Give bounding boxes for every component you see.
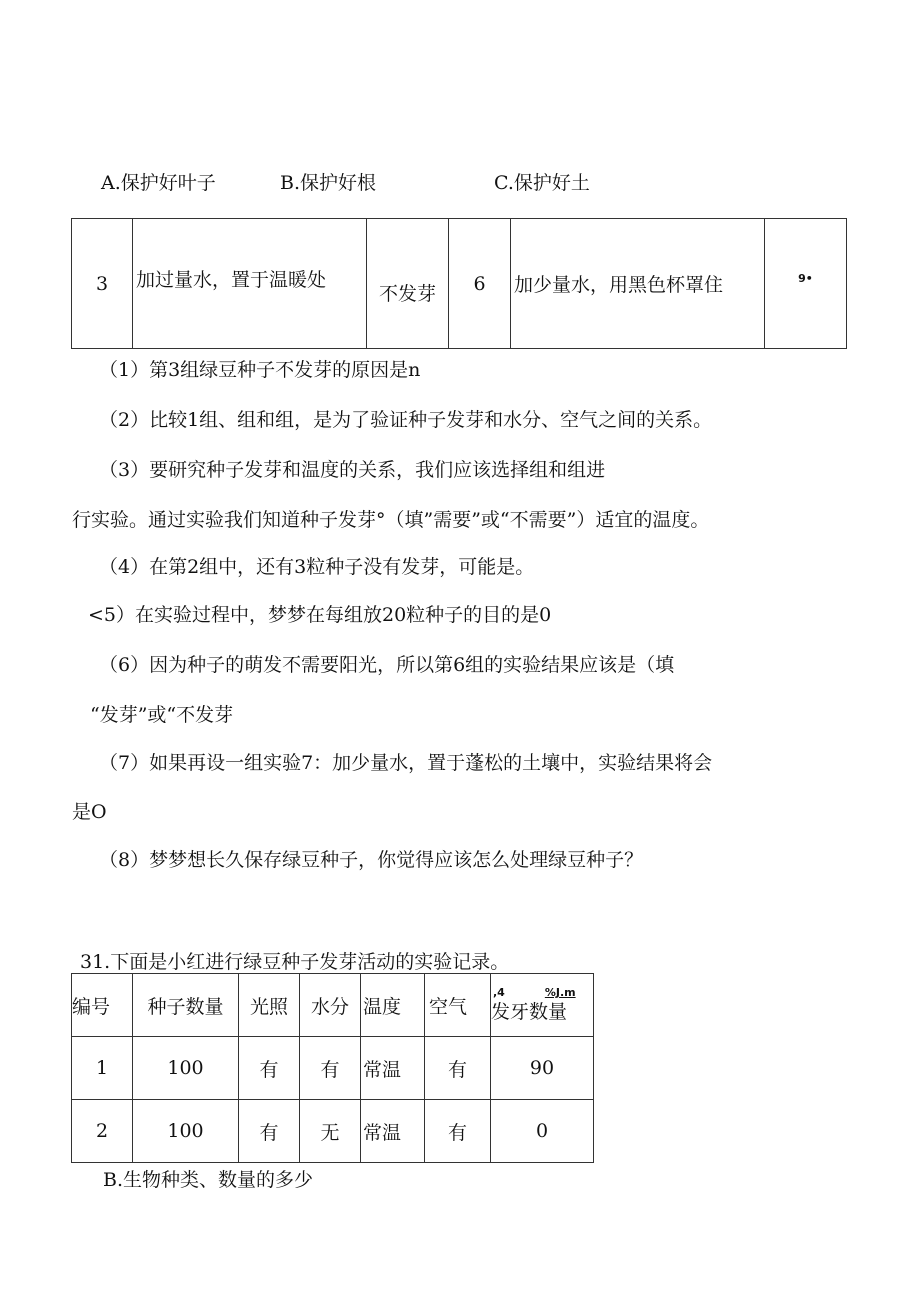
cell-id: 1: [72, 1037, 133, 1100]
cell-temp: 常温: [361, 1037, 425, 1100]
cell-id: 2: [72, 1100, 133, 1163]
table-header-row: [72, 974, 594, 1037]
question-6-line2: “发芽”或“不发芽: [90, 704, 234, 726]
question-1: （1）第3组绿豆种子不发芽的原因是n: [99, 359, 421, 381]
cell-air: 有: [425, 1100, 491, 1163]
cell-germination: 0: [491, 1100, 594, 1163]
cell-water: 有: [300, 1037, 361, 1100]
question-31-title: 31.下面是小红进行绿豆种子发芽活动的实验记录。: [80, 951, 510, 973]
experiment-table-partial: [71, 218, 847, 349]
germination-record-table: [71, 973, 594, 1163]
question-6-line1: （6）因为种子的萌发不需要阳光，所以第6组的实验结果应该是（填: [99, 654, 675, 676]
table-cell-result: 9•: [765, 219, 847, 349]
footer-option-b: B.生物种类、数量的多少: [103, 1169, 314, 1191]
question-8: （8）梦梦想长久保存绿豆种子，你觉得应该怎么处理绿豆种子？: [99, 849, 644, 871]
table-cell-num: 3: [72, 219, 133, 349]
cell-light: 有: [239, 1100, 300, 1163]
header-germination-garbled: ,4 %J.m: [493, 986, 576, 999]
table-cell-condition: 加过量水，置于温暖处: [133, 219, 367, 349]
question-7-line2: 是O: [72, 801, 107, 823]
table-cell-num: 6: [449, 219, 511, 349]
table-cell-result: 不发芽: [367, 219, 449, 349]
question-7-line1: （7）如果再设一组实验7：加少量水，置于蓬松的土壤中，实验结果将会: [99, 752, 713, 774]
header-temp: 温度: [361, 974, 425, 1037]
table-cell-condition: 加少量水，用黑色杯罩住: [511, 219, 765, 349]
header-germination: ,4 %J.m 发牙数量: [491, 974, 594, 1037]
question-4: （4）在第2组中，还有3粒种子没有发芽，可能是。: [99, 556, 535, 578]
option-b: B.保护好根: [280, 172, 377, 194]
question-3-line1: （3）要研究种子发芽和温度的关系，我们应该选择组和组进: [99, 459, 606, 481]
table-row: [72, 1037, 594, 1100]
table-row: [72, 1100, 594, 1163]
cell-air: 有: [425, 1037, 491, 1100]
header-air: 空气: [425, 974, 491, 1037]
table-row: [72, 219, 847, 349]
cell-count: 100: [133, 1100, 239, 1163]
cell-germination: 90: [491, 1037, 594, 1100]
option-a: A.保护好叶子: [101, 172, 216, 194]
header-water: 水分: [300, 974, 361, 1037]
question-2: （2）比较1组、组和组，是为了验证种子发芽和水分、空气之间的关系。: [99, 409, 713, 431]
option-c: C.保护好土: [494, 172, 590, 194]
header-count: 种子数量: [133, 974, 239, 1037]
header-light: 光照: [239, 974, 300, 1037]
question-3-line2: 行实验。通过实验我们知道种子发芽°（填”需要”或“不需要”）适宜的温度。: [72, 509, 710, 531]
cell-light: 有: [239, 1037, 300, 1100]
cell-temp: 常温: [361, 1100, 425, 1163]
cell-count: 100: [133, 1037, 239, 1100]
cell-water: 无: [300, 1100, 361, 1163]
question-5: <5）在实验过程中，梦梦在每组放20粒种子的目的是0: [88, 604, 552, 626]
header-id: 编号: [72, 974, 133, 1037]
